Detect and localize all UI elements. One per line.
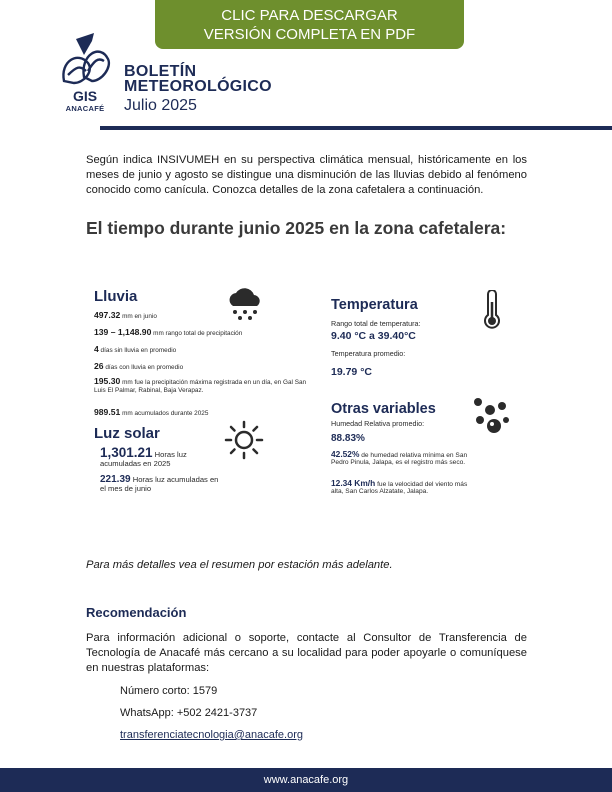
lluvia-title: Lluvia: [94, 288, 138, 305]
lluvia-value: 4: [94, 344, 99, 354]
download-pdf-button[interactable]: [155, 0, 464, 49]
footer-website-link[interactable]: www.anacafe.org: [263, 774, 349, 786]
recommendation-title: Recomendación: [86, 605, 187, 620]
sun-icon: [224, 420, 264, 460]
logo-gis-text: GIS: [72, 88, 98, 104]
lluvia-text: mm rango total de precipitación: [151, 330, 243, 337]
thermometer-icon: [481, 290, 503, 330]
lluvia-row: [94, 377, 309, 395]
otras-text: de humedad relativa mínima en San Pedro Pinula, Jalapa, es el registro más seco.: [331, 452, 468, 467]
download-pdf-line2: VERSIÓN COMPLETA EN PDF: [203, 25, 416, 43]
lluvia-value: 195.30: [94, 376, 121, 386]
luz-value: 221.39: [100, 474, 131, 485]
otras-value: 42.52%: [331, 449, 360, 459]
recommendation-text: Para información adicional o soporte, contacte al Consultor de Transferencia de Tecnología de Anacafé más cercano a su localidad para poder apoyarle o comuníquese en nuestras plataformas:: [86, 632, 527, 674]
temperatura-avg-label: Temperatura promedio:: [331, 349, 406, 358]
otras-row: [331, 451, 477, 467]
humidity-label: Humedad Relativa promedio:: [331, 419, 425, 428]
temperatura-range-label: Rango total de temperatura:: [331, 319, 421, 328]
whatsapp-number: WhatsApp: +502 2421-3737: [120, 707, 258, 719]
otras-row: [331, 480, 477, 496]
short-number: Número corto: 1579: [120, 685, 218, 697]
download-pdf-line1: CLIC PARA DESCARGAR: [221, 6, 398, 24]
more-details-note: Para más detalles vea el resumen por estación más adelante.: [86, 559, 393, 571]
logo-anacafe-text: ANACAFÉ: [65, 104, 105, 113]
otras-value: 12.34 Km/h: [331, 478, 376, 488]
header-divider: [100, 126, 612, 130]
lluvia-row: [94, 311, 309, 321]
intro-paragraph: Según indica INSIVUMEH en su perspectiva climática mensual, históricamente en los meses de junio y agosto se distingue una disminución de las lluvias debido al fenómeno conocido como canícula. Conozca detalles de la zona cafetalera a continuación.: [86, 154, 527, 196]
bulletin-title-line2: METEOROLÓGICO: [124, 78, 272, 95]
luz-row: [100, 475, 220, 493]
lluvia-text: mm fue la precipitación máxima registrada en un día, en Gal San Luis El Palmar, Rabinal, Baja Verapaz.: [94, 379, 307, 394]
lluvia-row: [94, 408, 309, 418]
luz-text: Horas luz acumuladas en el mes de junio: [100, 475, 219, 493]
lluvia-value: 139 – 1,148.90: [94, 327, 152, 337]
luz-text: Horas luz acumuladas en 2025: [100, 450, 187, 468]
humidity-value: 88.83%: [331, 433, 365, 444]
luz-solar-title: Luz solar: [94, 425, 160, 442]
temperatura-title: Temperatura: [331, 297, 418, 313]
lluvia-value: 26: [94, 361, 104, 371]
lluvia-text: días sin lluvia en promedio: [98, 347, 177, 354]
lluvia-text: días con lluvia en promedio: [103, 364, 184, 371]
lluvia-text: mm en junio: [120, 313, 157, 320]
lluvia-text: mm acumulados durante 2025: [120, 410, 209, 417]
section-heading: El tiempo durante junio 2025 en la zona cafetalera:: [86, 218, 507, 238]
lluvia-row: [94, 345, 309, 355]
otras-variables-title: Otras variables: [331, 401, 436, 417]
lluvia-value: 989.51: [94, 407, 121, 417]
luz-value: 1,301.21: [100, 445, 153, 460]
bulletin-title-line1: BOLETÍN: [124, 63, 197, 80]
luz-row: [100, 445, 220, 468]
otras-text: fue la velocidad del viento más alta, San Carlos Alzatate, Jalapa.: [331, 481, 468, 496]
temperatura-range-value: 9.40 °C a 39.40°C: [331, 330, 416, 342]
lluvia-row: [94, 328, 309, 338]
lluvia-value: 497.32: [94, 310, 121, 320]
temperatura-avg-value: 19.79 °C: [331, 366, 372, 378]
lluvia-row: [94, 362, 309, 372]
bulletin-period: Julio 2025: [124, 97, 197, 114]
footer-bar: [0, 768, 612, 792]
droplets-icon: [470, 396, 510, 438]
contact-email-link[interactable]: transferenciatecnologia@anacafe.org: [120, 729, 304, 741]
